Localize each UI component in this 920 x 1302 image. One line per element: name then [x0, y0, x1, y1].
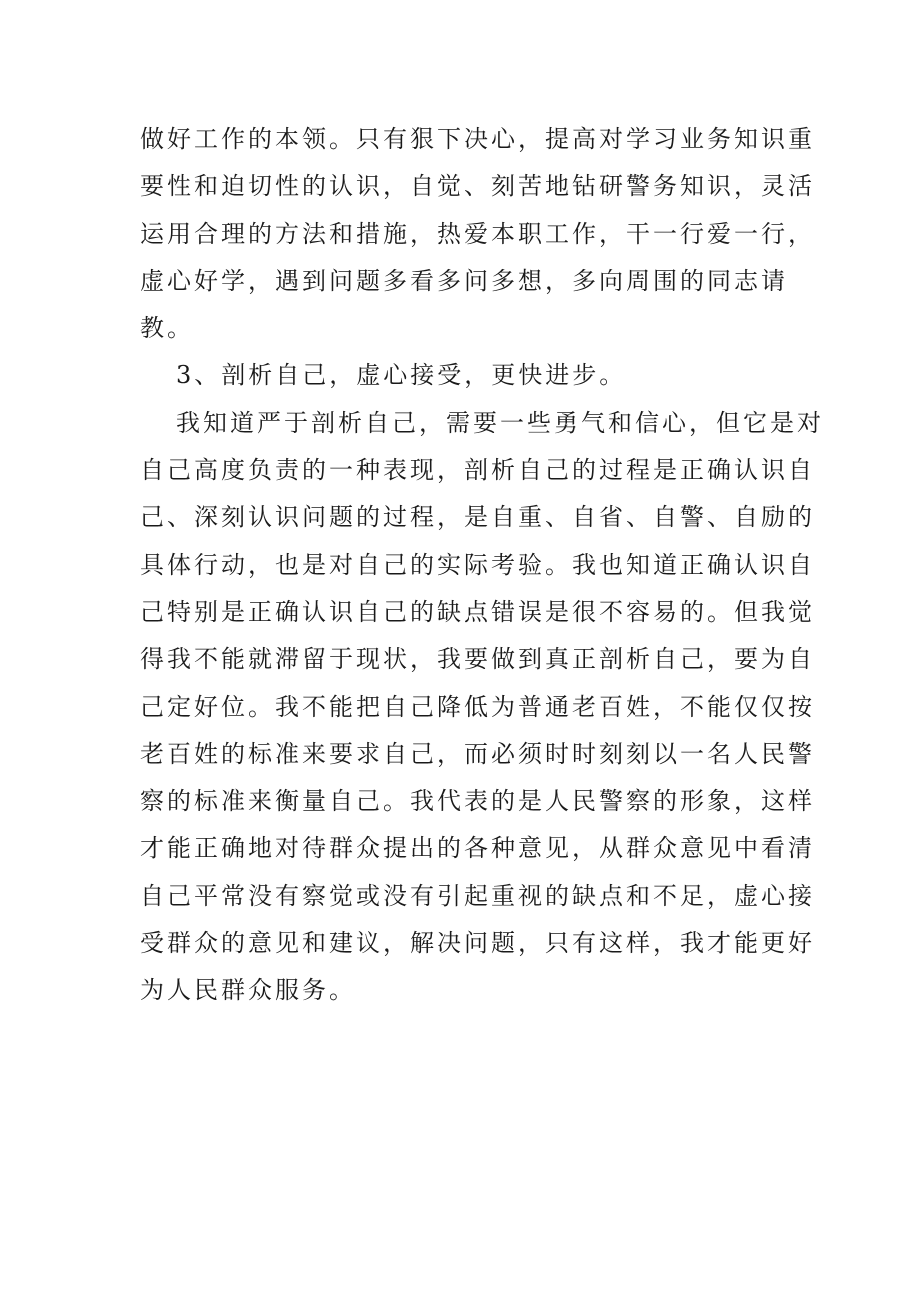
paragraph-line: 为人民群众服务。	[140, 976, 356, 1005]
paragraph-line: 具体行动，也是对自己的实际考验。我也知道正确认识自	[140, 550, 815, 579]
paragraph-line: 自己高度负责的一种表现，剖析自己的过程是正确认识自	[140, 456, 815, 485]
paragraph-line: 教。	[140, 314, 194, 343]
paragraph-line: 运用合理的方法和措施，热爱本职工作，干一行爱一行，	[140, 219, 815, 248]
document-body	[140, 116, 824, 1015]
section-heading-3: 3、剖析自己，虚心接受，更快进步。	[176, 361, 627, 390]
paragraph-line: 己定好位。我不能把自己降低为普通老百姓，不能仅仅按	[140, 692, 815, 721]
paragraph-line: 己特别是正确认识自己的缺点错误是很不容易的。但我觉	[140, 597, 815, 626]
paragraph-line: 我知道严于剖析自己，需要一些勇气和信心，但它是对	[176, 408, 824, 437]
paragraph-line: 察的标准来衡量自己。我代表的是人民警察的形象，这样	[140, 787, 815, 816]
paragraph-line: 自己平常没有察觉或没有引起重视的缺点和不足，虚心接	[140, 881, 815, 910]
paragraph-line: 受群众的意见和建议，解决问题，只有这样，我才能更好	[140, 929, 815, 958]
paragraph-line: 己、深刻认识问题的过程，是自重、自省、自警、自励的	[140, 503, 815, 532]
paragraph-line: 得我不能就滞留于现状，我要做到真正剖析自己，要为自	[140, 645, 815, 674]
paragraph-line: 做好工作的本领。只有狠下决心，提高对学习业务知识重	[140, 125, 815, 153]
paragraph-line: 才能正确地对待群众提出的各种意见，从群众意见中看清	[140, 834, 815, 863]
paragraph-line: 老百姓的标准来要求自己，而必须时时刻刻以一名人民警	[140, 739, 815, 768]
paragraph-line: 虚心好学，遇到问题多看多问多想，多向周围的同志请	[140, 266, 788, 295]
paragraph-line: 要性和迫切性的认识，自觉、刻苦地钻研警务知识，灵活	[140, 172, 815, 201]
